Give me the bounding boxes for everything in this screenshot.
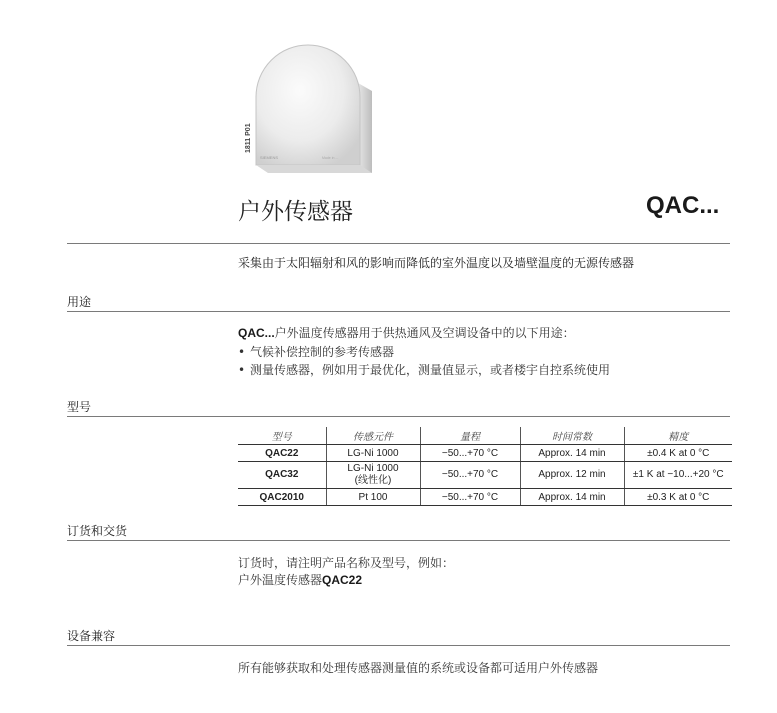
- types-table: [238, 427, 732, 506]
- divider: [67, 540, 730, 541]
- ordering-model: QAC22: [322, 573, 363, 587]
- cell-range: −50...+70 °C: [420, 462, 520, 489]
- column-header: 传感元件: [326, 427, 420, 445]
- bullet-icon: •: [238, 345, 246, 359]
- cell-range: −50...+70 °C: [420, 445, 520, 462]
- ordering-line-2: [238, 571, 362, 588]
- section-heading-ordering: 订货和交货: [67, 524, 128, 538]
- cell-time-constant: Approx. 14 min: [520, 489, 624, 506]
- ordering-line-1: 订货时，请注明产品名称及型号，例如：: [238, 556, 455, 570]
- cell-time-constant: Approx. 12 min: [520, 462, 624, 489]
- table-row: [238, 489, 732, 506]
- list-item: [238, 343, 394, 360]
- photo-label: Made in ...: [322, 156, 339, 160]
- cell-time-constant: Approx. 14 min: [520, 445, 624, 462]
- cell-accuracy: ±0.3 K at 0 °C: [624, 489, 732, 506]
- photo-brand: SIEMENS: [260, 155, 279, 160]
- cell-element-name: LG-Ni 1000: [347, 463, 399, 474]
- model-title: QAC...: [646, 192, 720, 219]
- photo-code: 1811 P01: [245, 123, 252, 153]
- divider: [67, 311, 730, 312]
- ordering-product-name: 户外温度传感器: [238, 573, 323, 587]
- list-item-text: 测量传感器，例如用于最优化，测量值显示，或者楼宇自控系统使用: [250, 363, 611, 377]
- divider: [67, 243, 730, 244]
- cell-model: QAC32: [238, 462, 326, 489]
- section-heading-use: 用途: [67, 295, 92, 309]
- column-header: 量程: [420, 427, 520, 445]
- intro-text: 采集由于太阳辐射和风的影响而降低的室外温度以及墙壁温度的无源传感器: [238, 256, 635, 270]
- cell-accuracy: ±0.4 K at 0 °C: [624, 445, 732, 462]
- use-lead-model: QAC...: [238, 326, 275, 340]
- bullet-icon: •: [238, 363, 246, 377]
- product-photo: [240, 25, 388, 175]
- cell-accuracy: ±1 K at −10...+20 °C: [624, 462, 732, 489]
- column-header: 精度: [624, 427, 732, 445]
- section-heading-compat: 设备兼容: [67, 629, 116, 643]
- section-heading-types: 型号: [67, 400, 92, 414]
- use-lead: [238, 324, 575, 341]
- cell-element: LG-Ni 1000: [326, 445, 420, 462]
- column-header: 时间常数: [520, 427, 624, 445]
- cell-element: [326, 462, 420, 489]
- table-row: [238, 462, 732, 489]
- divider: [67, 645, 730, 646]
- column-header: 型号: [238, 427, 326, 445]
- cell-range: −50...+70 °C: [420, 489, 520, 506]
- list-item: [238, 361, 610, 378]
- cell-model: QAC22: [238, 445, 326, 462]
- list-item-text: 气候补偿控制的参考传感器: [250, 345, 395, 359]
- compat-text: 所有能够获取和处理传感器测量值的系统或设备都可适用户外传感器: [238, 661, 599, 675]
- cell-element: Pt 100: [326, 489, 420, 506]
- use-lead-text: 户外温度传感器用于供热通风及空调设备中的以下用途：: [274, 326, 575, 340]
- table-header-row: [238, 427, 732, 445]
- divider: [67, 416, 730, 417]
- cell-model: QAC2010: [238, 489, 326, 506]
- cell-element-note: (线性化): [354, 475, 392, 486]
- table-row: [238, 445, 732, 462]
- page-title: 户外传感器: [238, 199, 353, 225]
